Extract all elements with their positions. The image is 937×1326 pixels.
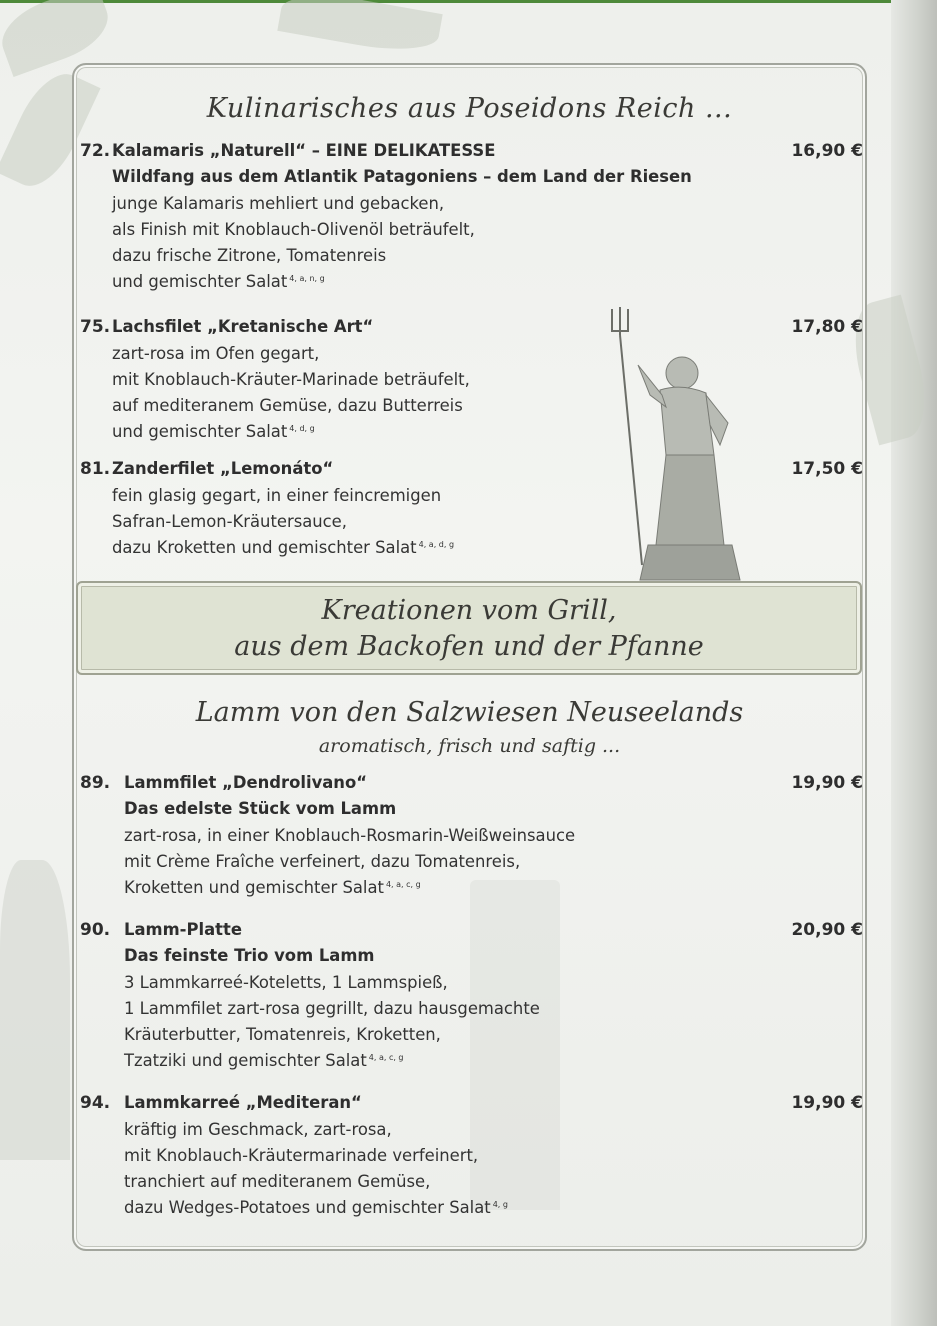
item-description-line: zart-rosa, in einer Knoblauch-Rosmarin-Weißweinsauce [124,826,576,845]
banner-title-line: aus dem Backofen und der Pfanne [234,631,704,662]
item-price: 19,90 € [791,773,863,793]
item-number: 90. [80,920,111,940]
item-title: Zanderfilet „Lemonáto“ [112,459,334,478]
section-title-lamm: Lamm von den Salzwiesen Neuseelands [195,697,744,728]
item-number: 94. [80,1093,111,1113]
item-description-line: dazu frische Zitrone, Tomatenreis [112,246,387,265]
item-description-line: mit Knoblauch-Kräuter-Marinade beträufelt, [112,370,470,389]
item-description-line: auf mediteranem Gemüse, dazu Butterreis [112,396,463,415]
item-subtitle: Wildfang aus dem Atlantik Patagoniens – dem Land der Riesen [112,167,692,186]
item-description-line: als Finish mit Knoblauch-Olivenöl beträufelt, [112,220,475,239]
item-description-line: tranchiert auf mediteranem Gemüse, [124,1172,431,1191]
section-banner [76,581,862,675]
item-title: Lammkarreé „Mediteran“ [124,1093,362,1112]
allergen-codes: 4, a, d, g [418,539,455,549]
item-description-line: und gemischter Salat $^{4, a, n, g}$ [112,272,325,291]
item-description-line: Safran-Lemon-Kräutersauce, [112,512,347,531]
poseidon-statue-illustration [590,295,760,585]
allergen-codes: 4, a, n, g [289,273,325,283]
item-number: 81. [80,459,111,479]
temple-ruin-decoration [0,860,70,1160]
item-description-line: Kroketten und gemischter Salat $^{4, a, c, g}$ [124,878,421,897]
top-edge-line [0,0,937,3]
item-description-line: zart-rosa im Ofen gegart, [112,344,320,363]
allergen-codes: 4, a, c, g [368,1052,404,1062]
section-subtitle-lamm: aromatisch, frisch und saftig ... [318,735,621,757]
item-description-line: Kräuterbutter, Tomatenreis, Kroketten, [124,1025,441,1044]
item-number: 89. [80,773,111,793]
item-description-line: 1 Lammfilet zart-rosa gegrillt, dazu hausgemachte [124,999,540,1018]
item-title: Lamm-Platte [124,920,242,939]
allergen-codes: 4, d, g [289,423,315,433]
item-description-line: 3 Lammkarreé-Koteletts, 1 Lammspieß, [124,973,448,992]
item-title: Lachsfilet „Kretanische Art“ [112,317,374,336]
section-title-poseidon: Kulinarisches aus Poseidons Reich ... [206,93,733,124]
allergen-codes: 4, g [492,1199,508,1209]
item-title: Lammfilet „Dendrolivano“ [124,773,368,792]
item-subtitle: Das edelste Stück vom Lamm [124,799,397,818]
item-price: 17,50 € [791,459,863,479]
item-description-line: junge Kalamaris mehliert und gebacken, [112,194,445,213]
item-number: 75. [80,317,111,337]
item-description-line: mit Knoblauch-Kräutermarinade verfeinert, [124,1146,479,1165]
item-number: 72. [80,141,111,161]
allergen-codes: 4, a, c, g [385,879,421,889]
item-description-line: mit Crème Fraîche verfeinert, dazu Tomatenreis, [124,852,521,871]
item-price: 16,90 € [791,141,863,161]
item-price: 20,90 € [791,920,863,940]
item-description-line: dazu Kroketten und gemischter Salat $^{4, a, d, g}$ [112,538,455,557]
menu-frame [72,63,867,1251]
item-description-line: und gemischter Salat $^{4, d, g}$ [112,422,315,441]
item-title: Kalamaris „Naturell“ – EINE DELIKATESSE [112,141,496,160]
item-subtitle: Das feinste Trio vom Lamm [124,946,375,965]
item-description-line: dazu Wedges-Potatoes und gemischter Salat $^{4, g}$ [124,1198,508,1217]
olive-leaf-decoration [277,0,442,59]
banner-title-line: Kreationen vom Grill, [321,595,617,626]
item-description-line: Tzatziki und gemischter Salat $^{4, a, c, g}$ [124,1051,404,1070]
item-description-line: fein glasig gegart, in einer feincremigen [112,486,442,505]
item-description-line: kräftig im Geschmack, zart-rosa, [124,1120,392,1139]
item-price: 19,90 € [791,1093,863,1113]
page-edge-shadow [891,0,937,1326]
item-price: 17,80 € [791,317,863,337]
